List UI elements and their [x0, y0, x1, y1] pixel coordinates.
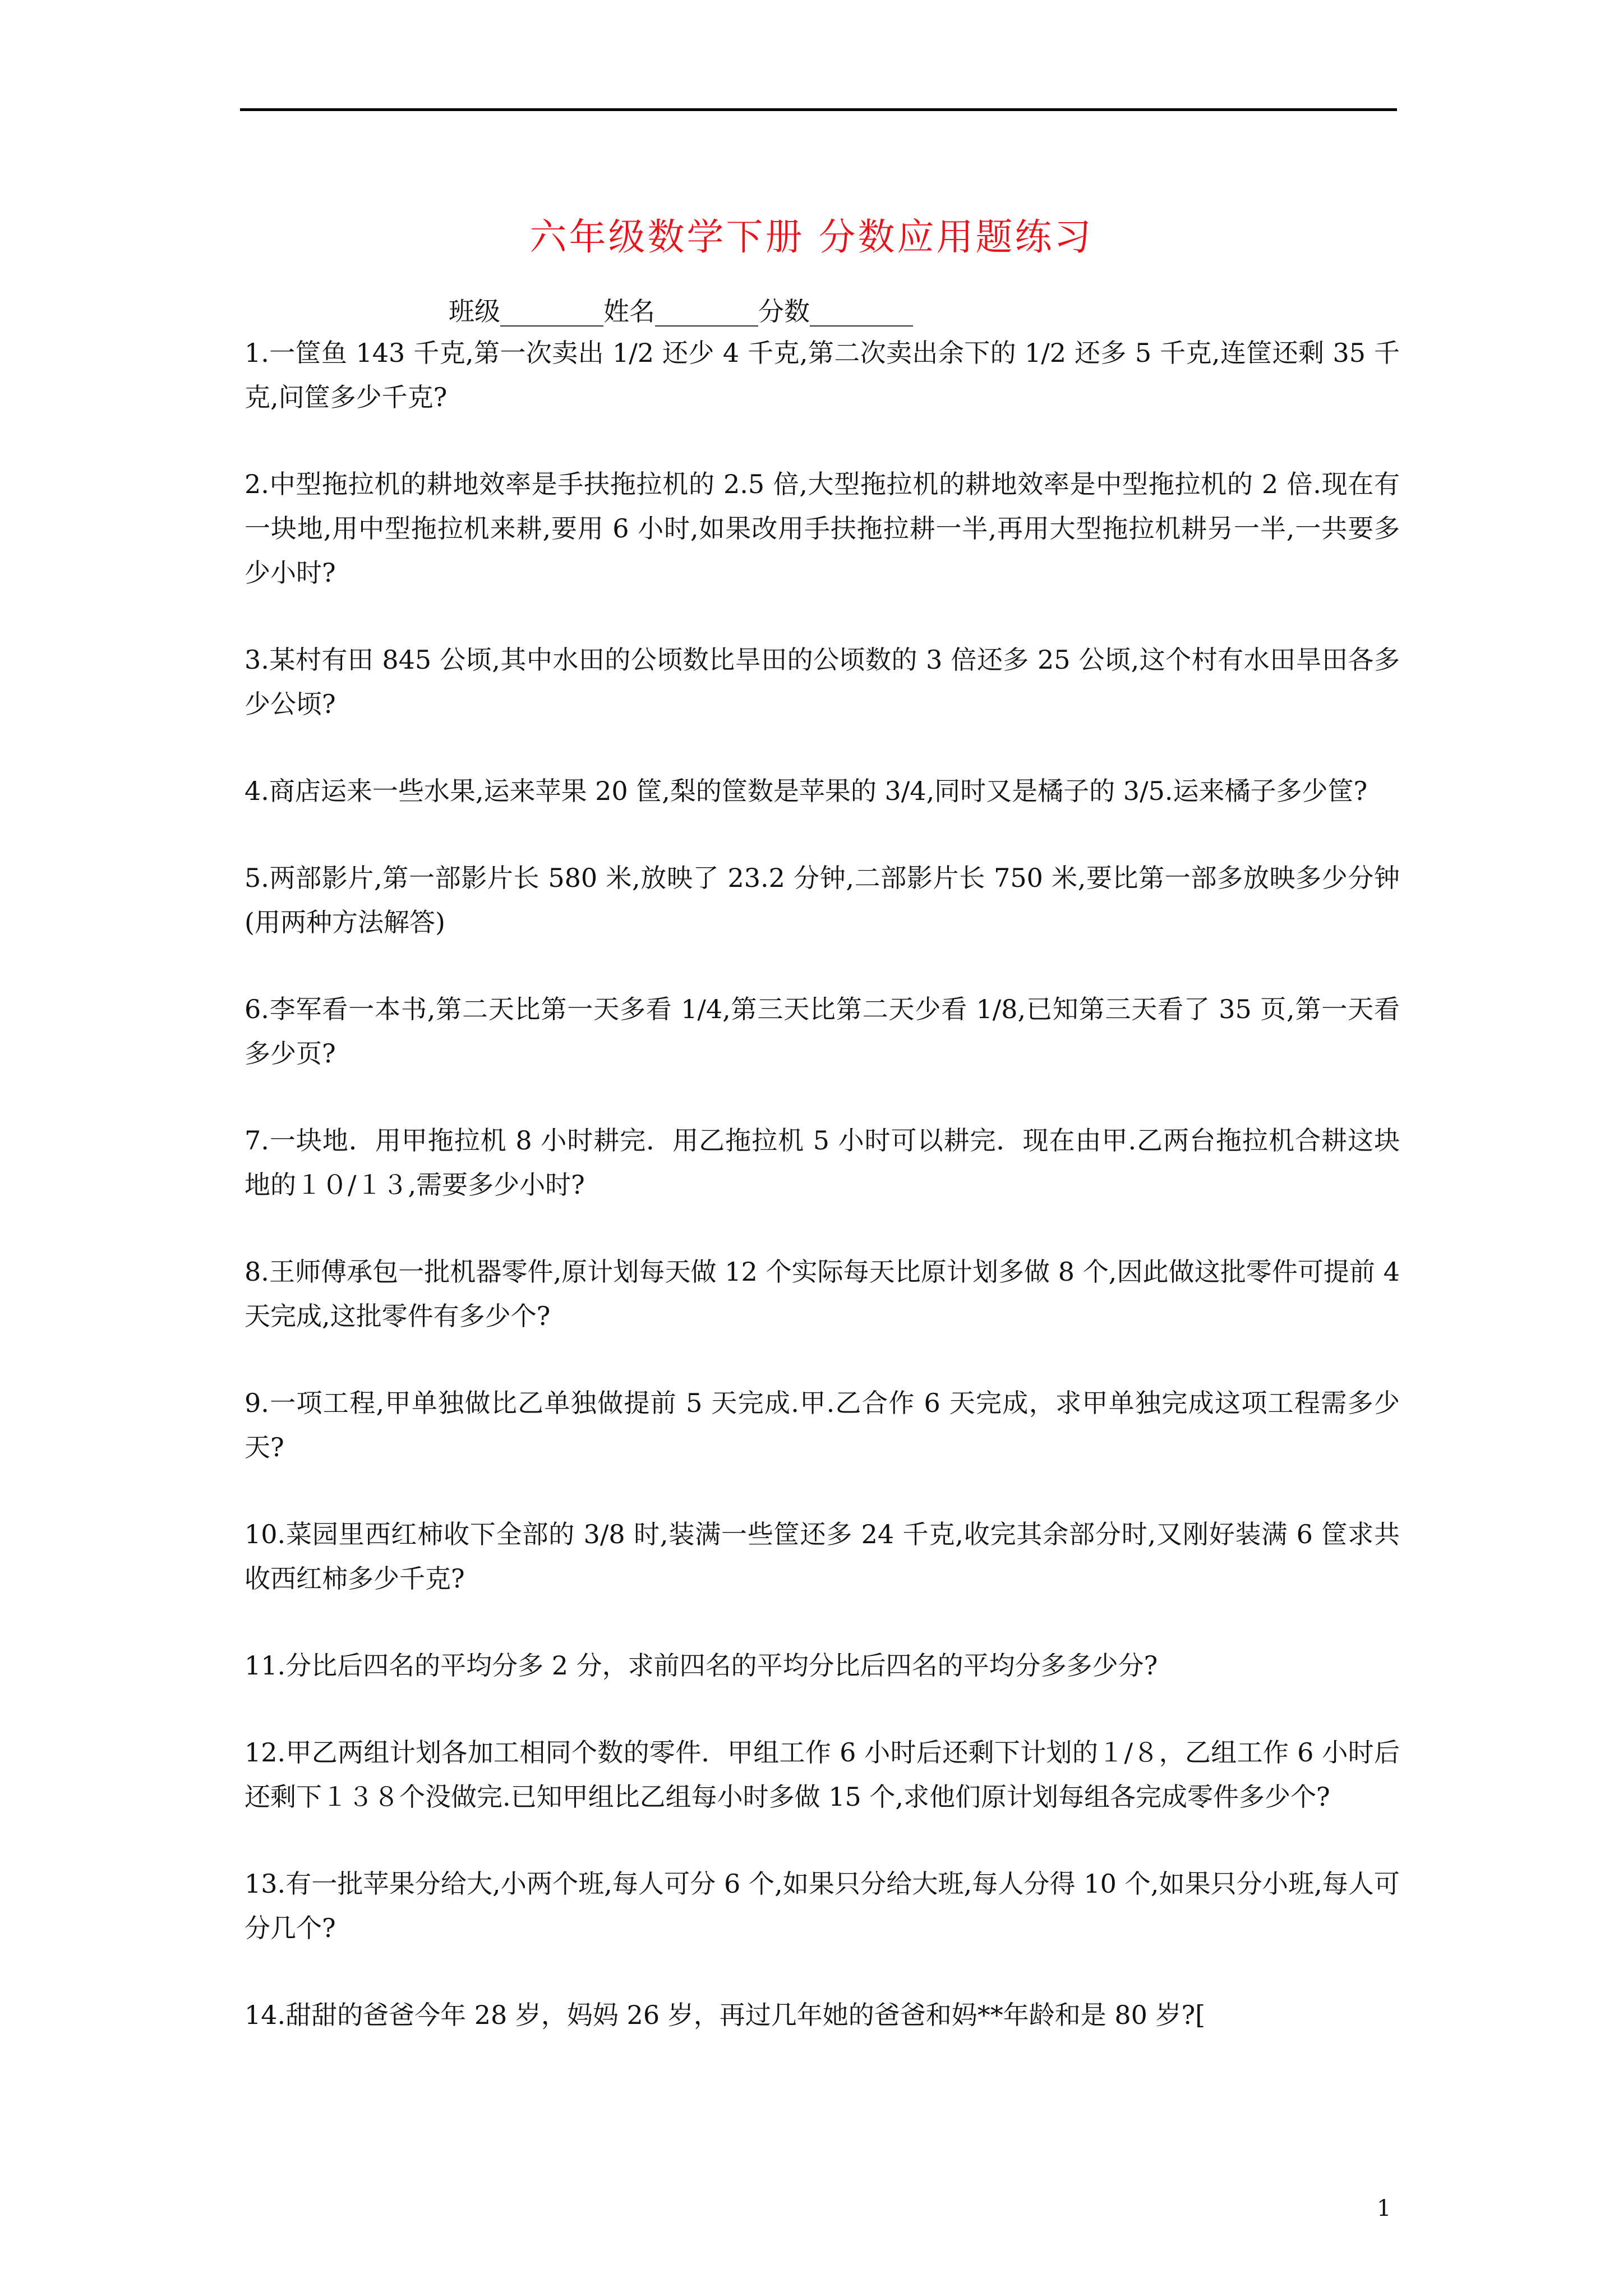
question-2: 2.中型拖拉机的耕地效率是手扶拖拉机的 2.5 倍,大型拖拉机的耕地效率是中型拖拉机的 2 倍.现在有一块地,用中型拖拉机来耕,要用 6 小时,如果改用手扶拖拉耕一半,再用大型拖拉机耕另一半,一共要多少小时? — [245, 469, 1400, 588]
question-13: 13.有一批苹果分给大,小两个班,每人可分 6 个,如果只分给大班,每人分得 10 个,如果只分小班,每人可分几个? — [245, 1869, 1400, 1943]
header-rule — [240, 108, 1397, 111]
question-6: 6.李军看一本书,第二天比第一天多看 1/4,第三天比第二天少看 1/8,已知第三天看了 35 页,第一天看多少页? — [245, 994, 1400, 1069]
question-4: 4.商店运来一些水果,运来苹果 20 筐,梨的筐数是苹果的 3/4,同时又是橘子的 3/5.运来橘子多少筐? — [245, 776, 1368, 806]
student-info-line: 班级________姓名________分数________ — [449, 296, 913, 326]
question-14: 14.甜甜的爸爸今年 28 岁，妈妈 26 岁，再过几年她的爸爸和妈**年龄和是 80 岁?[ — [245, 2000, 1206, 2030]
question-5: 5.两部影片,第一部影片长 580 米,放映了 23.2 分钟,二部影片长 750 米,要比第一部多放映多少分钟(用两种方法解答) — [245, 863, 1400, 937]
page-title: 六年级数学下册 分数应用题练习 — [529, 215, 1094, 259]
question-3: 3.某村有田 845 公顷,其中水田的公顷数比旱田的公顷数的 3 倍还多 25 公顷,这个村有水田旱田各多少公顷? — [245, 645, 1400, 719]
question-9: 9.一项工程,甲单独做比乙单独做提前 5 天完成.甲.乙合作 6 天完成，求甲单独完成这项工程需多少天? — [245, 1388, 1400, 1462]
question-8: 8.王师傅承包一批机器零件,原计划每天做 12 个实际每天比原计划多做 8 个,因此做这批零件可提前 4 天完成,这批零件有多少个? — [245, 1257, 1400, 1331]
question-11: 11.分比后四名的平均分多 2 分，求前四名的平均分比后四名的平均分多多少分? — [245, 1650, 1158, 1681]
question-10: 10.菜园里西红柿收下全部的 3/8 时,装满一些筐还多 24 千克,收完其余部分时,又刚好装满 6 筐求共收西红柿多少千克? — [245, 1519, 1400, 1594]
question-list — [245, 331, 1400, 2080]
question-1: 1.一筐鱼 143 千克,第一次卖出 1/2 还少 4 千克,第二次卖出余下的 1/2 还多 5 千克,连筐还剩 35 千克,问筐多少千克? — [245, 338, 1400, 412]
question-12: 12.甲乙两组计划各加工相同个数的零件．甲组工作 6 小时后还剩下计划的１/８，乙组工作 6 小时后还剩下１３８个没做完.已知甲组比乙组每小时多做 15 个,求他们原计划每组各完成零件多少个? — [245, 1737, 1400, 1812]
question-7: 7.一块地．用甲拖拉机 8 小时耕完．用乙拖拉机 5 小时可以耕完．现在由甲.乙两台拖拉机合耕这块地的１０/１３,需要多少小时? — [245, 1125, 1400, 1200]
page-number: 1 — [1377, 2196, 1391, 2221]
